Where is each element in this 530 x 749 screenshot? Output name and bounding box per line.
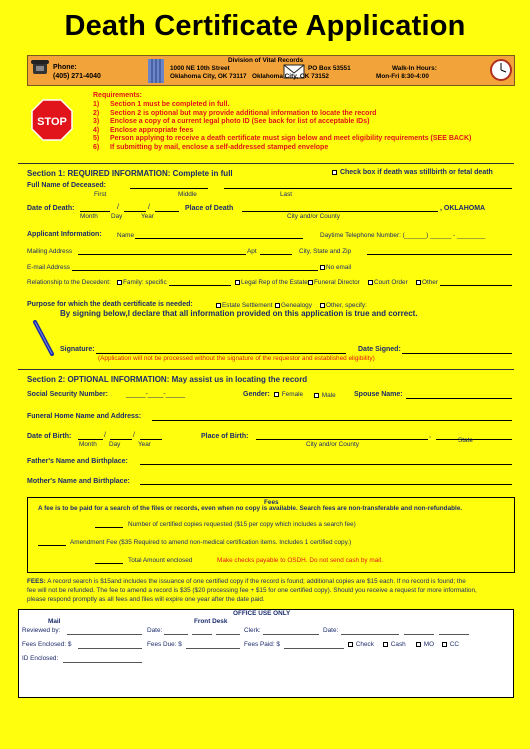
city-state-zip-line[interactable] — [367, 254, 512, 255]
email-label: E-mail Address — [27, 264, 70, 271]
date-signed-label: Date Signed: — [358, 346, 401, 353]
mo-option[interactable]: MO — [414, 641, 434, 648]
page-title: Death Certificate Application — [64, 10, 466, 42]
ssn-label: Social Security Number: — [27, 391, 108, 398]
requirement-text: Person applying to receive a death certificate must sign below and meet eligibility requirements (SEE BACK) — [110, 135, 472, 142]
fees-note-line1: FEES: A record search is $15and includes the issuance of one certified copy if the record is found; additional copies are $15 each. If no record is found; the — [27, 578, 466, 585]
reviewed-by-line[interactable] — [67, 634, 142, 635]
first-caption: First — [94, 191, 107, 198]
requirement-number: 5) — [93, 135, 100, 142]
court-order-option[interactable] — [366, 279, 408, 286]
requirement-item — [93, 118, 369, 125]
walkin-label: Walk-In Hours: — [392, 65, 437, 72]
signature-line[interactable] — [96, 353, 346, 354]
dob-month-line[interactable] — [78, 439, 103, 440]
cash-option[interactable]: Cash — [381, 641, 406, 648]
city-state-zip-label: City, State and Zip — [299, 248, 352, 255]
purpose-label: Purpose for which the death certificate is needed: — [27, 301, 193, 308]
fees-enclosed-label: Fees Enclosed: $ — [22, 641, 72, 648]
applicant-label: Applicant Information: — [27, 231, 102, 238]
applicant-name-label: Name — [117, 232, 135, 239]
estate-option[interactable] — [214, 302, 272, 309]
requirement-number: 1) — [93, 101, 100, 108]
death-month-line[interactable] — [80, 211, 110, 212]
estate-checkbox[interactable] — [216, 303, 221, 308]
stillbirth-checkbox[interactable] — [332, 170, 337, 175]
requirement-text: Section 2 is optional but may provide additional information to locate the record — [110, 109, 377, 117]
dob-day-line[interactable] — [110, 439, 132, 440]
requirement-item — [93, 110, 376, 117]
po-box: PO Box 53551 — [308, 65, 351, 72]
funeral-home-line[interactable] — [152, 420, 512, 421]
requirement-number: 4) — [93, 126, 100, 134]
clock-icon — [490, 59, 512, 81]
fees-notice: A fee is to be paid for a search of the files or records, even when no copy is available. Search fees are non-transferable and non-refundable. — [38, 505, 463, 512]
copies-line[interactable] — [95, 527, 123, 528]
legal-rep-option[interactable] — [233, 279, 308, 286]
no-email-checkbox[interactable] — [320, 265, 325, 270]
funeral-director-checkbox[interactable] — [308, 280, 313, 285]
fees-note-line3: please respond promptly as all fees and files will expire one year after the date paid. — [27, 596, 265, 603]
total-label: Total Amount enclosed — [128, 557, 193, 564]
clerk-line[interactable] — [263, 634, 319, 635]
po-city: Oklahoma City, OK 73152 — [252, 73, 329, 80]
oklahoma-text: , OKLAHOMA — [440, 205, 486, 212]
requirements-heading: Requirements: — [93, 92, 143, 99]
divider — [18, 163, 514, 164]
apt-label: Apt — [247, 248, 257, 255]
clerk-label: Clerk: — [244, 627, 261, 634]
father-label: Father's Name and Birthplace: — [27, 458, 128, 465]
legal-rep-checkbox[interactable] — [235, 280, 240, 285]
dob-year-line[interactable] — [140, 439, 162, 440]
other-specify-checkbox[interactable] — [320, 303, 325, 308]
requirement-item — [93, 135, 471, 142]
other-option[interactable] — [414, 279, 438, 286]
cc-checkbox[interactable] — [442, 642, 447, 647]
date-1-line[interactable] — [192, 634, 212, 635]
signature-label: Signature: — [60, 346, 95, 353]
full-name-rest-line[interactable] — [224, 188, 512, 189]
other-checkbox[interactable] — [416, 280, 421, 285]
office-heading: OFFICE USE ONLY — [233, 610, 291, 617]
pob-city-caption: City and/or County — [306, 441, 359, 448]
payable-note: Make checks payable to OSDH. Do not send cash by mail. — [217, 557, 383, 564]
male-label: Male — [321, 392, 336, 399]
mo-checkbox[interactable] — [416, 642, 421, 647]
place-of-death-line[interactable] — [242, 211, 438, 212]
other-line[interactable] — [440, 285, 512, 286]
death-day-caption: Day — [111, 213, 123, 220]
id-enclosed-label: ID Enclosed: — [22, 655, 59, 662]
check-option[interactable]: Check — [346, 641, 374, 648]
death-year-caption: Year — [141, 213, 154, 220]
requirement-item — [93, 101, 229, 108]
front-desk-column: Front Desk — [194, 618, 228, 625]
requirement-number: 6) — [93, 143, 100, 151]
date-of-death-label: Date of Death: — [27, 205, 75, 212]
family-checkbox[interactable] — [117, 280, 122, 285]
reviewed-by-label: Reviewed by: — [22, 627, 61, 634]
male-option[interactable] — [312, 392, 336, 399]
email-line[interactable] — [72, 270, 318, 271]
id-enclosed-line[interactable] — [63, 662, 142, 663]
apt-line[interactable] — [260, 254, 292, 255]
total-line[interactable] — [95, 563, 123, 564]
date-2-line[interactable] — [341, 634, 399, 635]
fees-due-label: Fees Due: $ — [147, 641, 182, 648]
family-option[interactable] — [115, 279, 167, 286]
stillbirth-label: Check box if death was stillbirth or fetal death — [339, 169, 493, 176]
stop-sign-icon — [31, 99, 73, 141]
female-checkbox[interactable] — [274, 392, 279, 397]
date-signed-line[interactable] — [402, 353, 512, 354]
mother-line[interactable] — [140, 484, 512, 485]
pob-state-line[interactable] — [436, 439, 512, 440]
walkin-hours: Mon-Fri 8:30-4:00 — [376, 73, 429, 80]
death-city-caption: City and/or County — [287, 213, 340, 220]
funeral-director-label: Funeral Director — [314, 279, 360, 286]
pob-state-caption: State — [458, 437, 473, 444]
section1-heading: Section 1: REQUIRED INFORMATION: Complete in full — [27, 169, 233, 178]
female-label: Female — [281, 391, 304, 398]
genealogy-option[interactable] — [273, 302, 312, 309]
pen-icon — [32, 320, 56, 358]
requirement-item — [93, 127, 193, 134]
full-name-first-line[interactable] — [130, 188, 208, 189]
not-processed-warning: (Application will not be processed without the signature of the requestor and established eligibility) — [98, 355, 375, 362]
declaration-text: By signing below,I declare that all information provided on this application is true and correct. — [60, 309, 418, 318]
death-month-caption: Month — [80, 213, 98, 220]
genealogy-checkbox[interactable] — [275, 303, 280, 308]
other-label: Other — [422, 279, 438, 286]
requirement-number: 2) — [93, 109, 100, 117]
funeral-director-option[interactable] — [306, 279, 360, 286]
female-option[interactable] — [272, 391, 303, 398]
office-use-box — [18, 609, 514, 698]
ssn-field[interactable]: _____-____-_____ — [126, 391, 186, 398]
check-checkbox[interactable] — [348, 642, 353, 647]
spouse-label: Spouse Name: — [354, 391, 403, 398]
building-icon — [146, 57, 166, 84]
fees-due-line[interactable] — [186, 648, 240, 649]
date-1-line[interactable] — [216, 634, 240, 635]
stillbirth-option[interactable] — [330, 169, 493, 176]
father-line[interactable] — [140, 464, 512, 465]
pob-label: Place of Birth: — [201, 433, 249, 440]
court-order-label: Court Order — [374, 279, 408, 286]
no-email-label: No email — [326, 264, 352, 271]
full-name-label: Full Name of Deceased: — [27, 182, 106, 189]
dob-year-caption: Year — [138, 441, 151, 448]
family-label: Family: specific — [123, 279, 167, 286]
requirement-text: Section 1 must be completed in full. — [110, 101, 230, 108]
family-line[interactable] — [169, 285, 231, 286]
requirement-number: 3) — [93, 118, 100, 125]
date-2-line[interactable] — [439, 634, 469, 635]
place-of-death-label: Place of Death — [185, 205, 234, 212]
dob-day-caption: Day — [109, 441, 121, 448]
fees-paid-line[interactable] — [284, 648, 344, 649]
estate-label: Estate Settlement — [222, 302, 273, 309]
date-label-2: Date: — [323, 627, 339, 634]
pob-city-line[interactable] — [256, 439, 428, 440]
fees-heading: Fees — [264, 499, 279, 506]
requirement-text: If submitting by mail, enclose a self-addressed stamped envelope — [110, 143, 329, 151]
genealogy-label: Genealogy — [281, 302, 312, 309]
division-name: Division of Vital Records — [228, 57, 304, 64]
dob-month-caption: Month — [79, 441, 97, 448]
dob-label: Date of Birth: — [27, 433, 72, 440]
cash-checkbox[interactable] — [383, 642, 388, 647]
spouse-line[interactable] — [406, 398, 512, 399]
copies-text: Number of certified copies requested ($15 per copy which includes a search fee) — [128, 521, 356, 528]
cc-option[interactable]: CC — [440, 641, 459, 648]
last-caption: Last — [280, 191, 293, 198]
amendment-line[interactable] — [38, 545, 66, 546]
mother-label: Mother's Name and Birthplace: — [27, 478, 130, 485]
legal-rep-label: Legal Rep of the Estate — [241, 279, 308, 286]
date-label-1: Date: — [147, 627, 163, 634]
phone-icon — [30, 57, 50, 77]
male-checkbox[interactable] — [314, 393, 319, 398]
relationship-label: Relationship to the Decedent: — [27, 279, 111, 286]
city-address: Oklahoma City, OK 73117 — [170, 73, 247, 80]
gender-label: Gender: — [243, 391, 270, 398]
other-specify-option[interactable] — [318, 302, 367, 309]
mailing-line[interactable] — [78, 254, 246, 255]
fees-note-line2: fee will not be refunded. The fee to amend a record is $35 ($20 processing fee + $15 for one certified copy). Should you receive a request for more information, — [27, 587, 477, 594]
section2-heading: Section 2: OPTIONAL INFORMATION: May assist us in locating the record — [27, 375, 308, 384]
date-1-line[interactable] — [164, 634, 188, 635]
amendment-text: Amendment Fee ($35 Required to amend non-medical certification items. Includes 1 certified copy.) — [70, 539, 352, 546]
no-email-option[interactable] — [318, 264, 351, 271]
daytime-phone-label: Daytime Telephone Number: (______) ______ - ________ — [320, 232, 486, 239]
funeral-home-label: Funeral Home Name and Address: — [27, 413, 142, 420]
form-page: Death Certificate Application Phone: (405) 271-4040 Division of Vital Records 1000 NE 10th Street Oklahoma City, OK 73117 PO Box 53551 Oklahoma City, OK 73152 Walk-In Hours: Mon-Fri 8:30-4:00 STOP Requirements: 1) Section 1 must be completed in full. 2) Section 2 is optional but may provide additional information to locate the record 3) Enclose a copy of a current legal photo ID (See back for list of acceptable IDs) 4) Enclose appropriate fees 5) Person applying to receive a death certificate must sign below and meet eligibility requirements (SEE BACK) 6) If submitting by mail, enclose a self-addressed stamped envelope Section 1: REQUIRED INFORMATION: Complete in full Check box if death was stillbirth or fetal death Full Name of Deceased: First Middle Last Date of Death: / / Month Day Year Place of Death , OKLAHOMA City and/or County Applicant Information: Name Daytime Telephone Number: (______) ______ - ________ Mailing Address Apt City, State and Zip E-mail Address No email Relationship to the Decedent: Family: specific Legal Rep of the Estate Funeral Director Court Order Other Purpose for which the death certificate is needed: Estate Settlement Genealogy Other, specify: By signing below,I declare that all information provided on this application is true and correct. Signature: Date Signed: (Application will not be processed without the signature of the requestor and established eligibility) Section 2: OPTIONAL INFORMATION: May assist us in locating the record Social Security Number: _____-____-_____ Gender: Female Male Spouse Name: Funeral Home Name and Address: Date of Birth: / / Month Day Year Place of Birth: , City and/or County State Father's Name and Birthplace: Mother's Name and Birthplace: Fees A fee is to be paid for a search of the files or records, even when no copy is available. Search fees are non-transferable and non-refundable. Number of certified copies requested ($15 per copy which includes a search fee) Amendment Fee ($35 Required to amend non-medical certification items. Includes 1 certified copy.) Total Amount enclosed Make checks payable to OSDH. Do not send cash by mail. FEES: A record search is $15and includes the issuance of one certified copy if the record is found; additional copies are $15 each. If no record is found; the fee will not be refunded. The fee to amend a record is $35 ($20 processing fee + $15 for one certified copy). Should you receive a request for more information, please respond promptly as all fees and files will expire one year after the date paid. OFFICE USE ONLY Mail Front Desk Reviewed by: Date: Clerk: Date: Fees Enclosed: $ Fees Due: $ Fees Paid: $ Check Cash MO CC ID Enclosed: — [0, 0, 530, 749]
street-address: 1000 NE 10th Street — [170, 65, 230, 72]
middle-caption: Middle — [178, 191, 197, 198]
applicant-name-line[interactable] — [135, 238, 303, 239]
other-specify-label: Other, specify: — [326, 302, 367, 309]
requirement-text: Enclose appropriate fees — [110, 126, 194, 134]
phone-label: Phone: — [53, 64, 77, 71]
mail-column: Mail — [48, 618, 61, 625]
requirement-item — [93, 144, 328, 151]
court-order-checkbox[interactable] — [368, 280, 373, 285]
fees-note-label: FEES: — [27, 578, 46, 585]
date-2-line[interactable] — [404, 634, 434, 635]
requirement-text: Enclose a copy of a current legal photo ID (See back for list of acceptable IDs) — [110, 118, 370, 125]
mailing-label: Mailing Address — [27, 248, 73, 255]
fees-enclosed-line[interactable] — [78, 648, 142, 649]
fees-paid-label: Fees Paid: $ — [244, 641, 280, 648]
death-day-line[interactable] — [124, 211, 146, 212]
phone-number: (405) 271-4040 — [53, 73, 101, 80]
death-year-line[interactable] — [155, 211, 179, 212]
stop-sign-text: STOP — [37, 116, 67, 128]
divider — [18, 369, 514, 370]
